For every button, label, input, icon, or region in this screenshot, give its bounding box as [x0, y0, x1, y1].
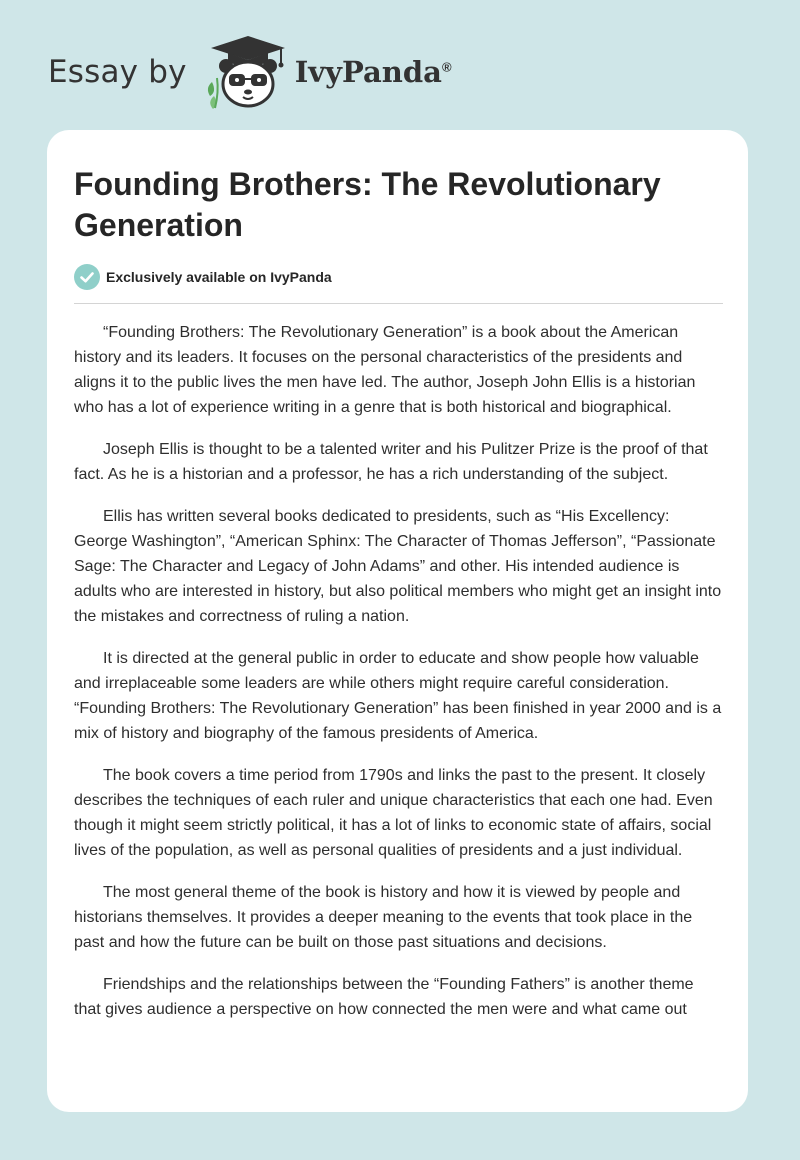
- paragraph-1: “Founding Brothers: The Revolutionary Generation” is a book about the American history and its leaders. It focuses on the personal characteristics of the presidents and aligns it to the public lives the men have led. The author, Joseph John Ellis is a historian who has a lot of experience writing in a genre that is both historical and biographical.: [74, 324, 696, 416]
- site-header: [48, 34, 452, 110]
- essay-card: [47, 130, 748, 1112]
- paragraph-2: Joseph Ellis is thought to be a talented writer and his Pulitzer Prize is the proof of that fact. As he is a historian and a professor, he has a rich understanding of the subject.: [74, 441, 708, 483]
- brand-name-text: IvyPanda: [294, 55, 442, 89]
- essay-by-label: Essay by: [48, 54, 187, 90]
- paragraph-3: Ellis has written several books dedicated to presidents, such as “His Excellency: George Washington”, “American Sphinx: The Character of Thomas Jefferson”, “Passionate Sage: The Character and Legacy of John Adams” and other. His intended audience is adults who are interested in history, but also political members who might get an insight into the mistakes and correctness of ruling a nation.: [74, 508, 722, 625]
- exclusive-label: Exclusively available on IvyPanda: [106, 269, 332, 285]
- title-divider: [74, 303, 723, 304]
- brand-name[interactable]: [295, 55, 452, 89]
- paragraph-7: Friendships and the relationships between the “Founding Fathers” is another theme that gives audience a perspective on how connected the men were and what came out: [74, 976, 694, 1018]
- paragraph-5: The book covers a time period from 1790s and links the past to the present. It closely describes the techniques of each ruler and unique characteristics that each one had. Even though it might seem strictly political, it has a lot of links to economic state of affairs, social lives of the population, as well as personal qualities of presidents and a just individual.: [74, 767, 713, 859]
- paragraph-4: It is directed at the general public in order to educate and show people how valuable and irreplaceable some leaders are while others might require careful consideration. “Founding Brothers: The Revolutionary Generation” has been finished in year 2000 and is a mix of history and biography of the famous presidents of America.: [74, 650, 722, 742]
- essay-title: Founding Brothers: The Revolutionary Generation: [74, 166, 661, 243]
- panda-logo-icon[interactable]: [203, 34, 293, 110]
- check-badge-icon: [74, 264, 100, 290]
- paragraph-6: The most general theme of the book is history and how it is viewed by people and historians themselves. It provides a deeper meaning to the events that took place in the past and how the future can be built on those past situations and decisions.: [74, 884, 693, 951]
- essay-body: [74, 320, 724, 1039]
- exclusive-badge: [74, 264, 332, 290]
- registered-mark: ®: [441, 59, 452, 75]
